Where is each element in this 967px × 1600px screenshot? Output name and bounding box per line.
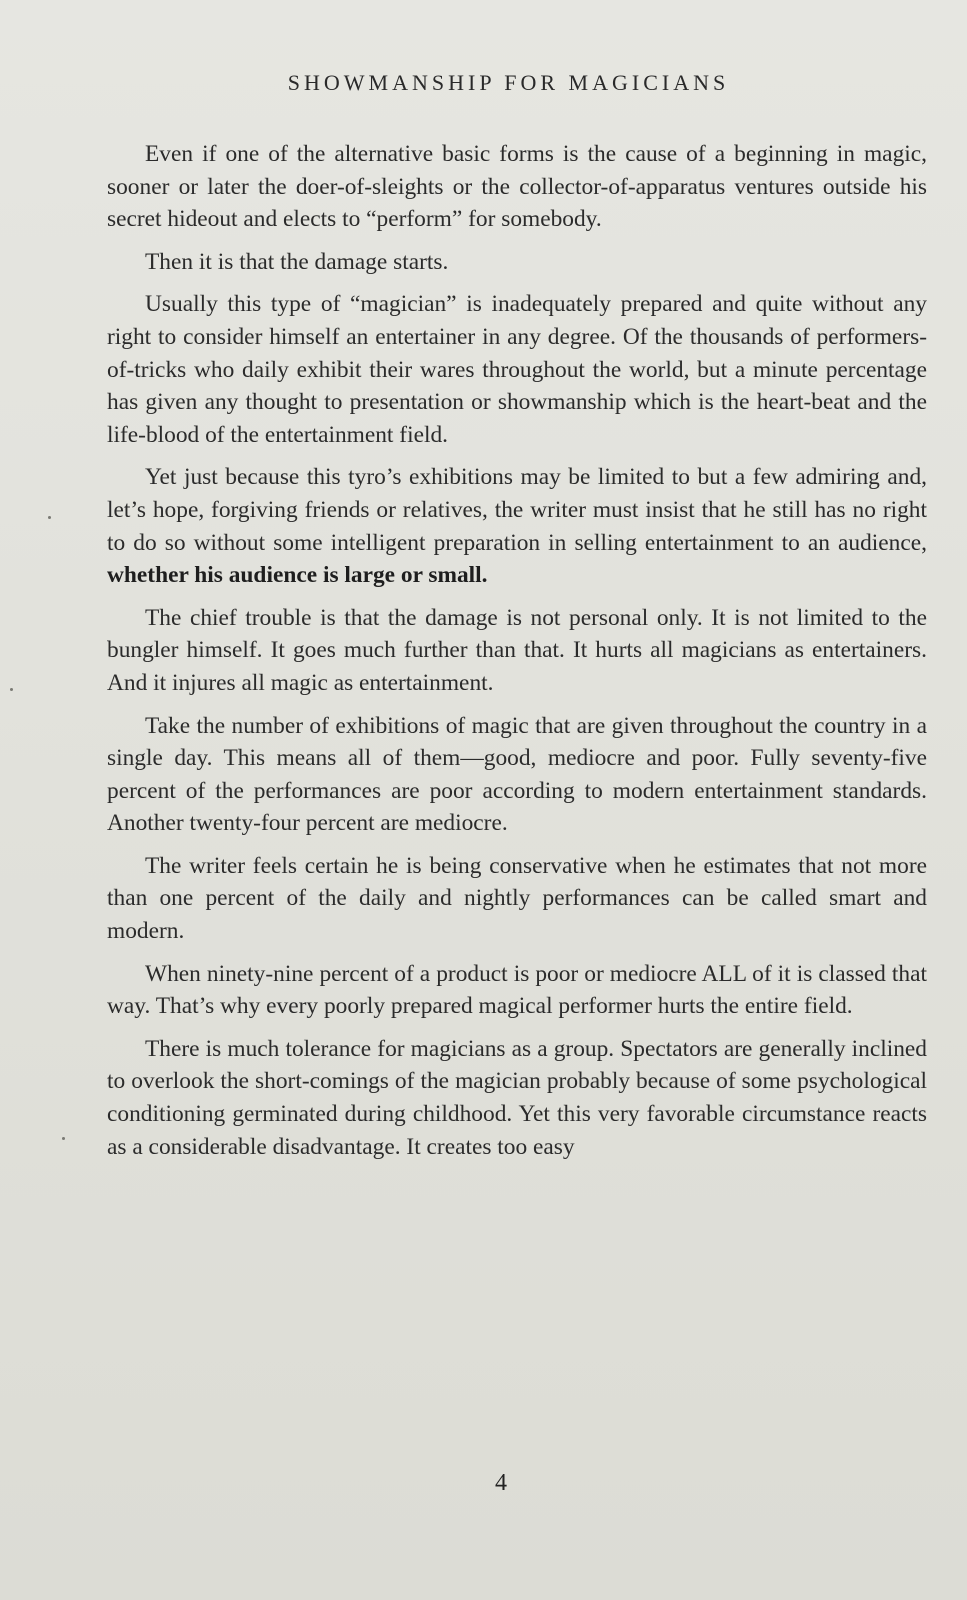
paper-speck	[48, 516, 51, 519]
paragraph-3: Usually this type of “magician” is inadequately prepared and quite without any right to consider himself an entertainer in any degree. Of the thousands of performers-of-tricks who daily exhibit their wares throughout the world, but a minute percentage has given any thought to presentation or showmanship which is the heart-beat and the life-blood of the entertainment field.	[107, 291, 927, 448]
body-text	[107, 138, 927, 1173]
paragraph-5: The chief trouble is that the damage is not personal only. It is not limited to the bungler himself. It goes much further than that. It hurts all magicians as entertainers. And it injures all magic as entertainment.	[107, 604, 927, 696]
paragraph-9: There is much tolerance for magicians as a group. Spectators are generally inclined to overlook the short-comings of the magician probably because of some psychological conditioning germinated during childhood. Yet this very favorable circumstance reacts as a considerable disadvantage. It creates too easy	[107, 1035, 927, 1160]
paragraph-4-text: Yet just because this tyro’s exhibitions may be limited to but a few admiring and, let’s hope, forgiving friends or relatives, the writer must insist that he still has no right to do so without some intelligent preparation in selling entertainment to an audience,	[107, 464, 927, 556]
paragraph-6: Take the number of exhibitions of magic that are given throughout the country in a single day. This means all of them—good, mediocre and poor. Fully seventy-five percent of the performances are poor according to modern entertainment standards. Another twenty-four percent are mediocre.	[107, 712, 927, 837]
paper-speck	[62, 1137, 65, 1140]
running-head: SHOWMANSHIP FOR MAGICIANS	[287, 70, 730, 95]
page-number: 4	[495, 1470, 507, 1496]
paragraph-7: The writer feels certain he is being conservative when he estimates that not more than one percent of the daily and nightly performances can be called smart and modern.	[107, 852, 927, 945]
paragraph-1: Even if one of the alternative basic forms is the cause of a beginning in magic, sooner or later the doer-of-sleights or the collector-of-apparatus ventures outside his secret hideout and elects to “perform” for somebody.	[107, 141, 927, 233]
paper-speck	[10, 688, 13, 691]
paragraph-4-emphasis: whether his audience is large or small.	[107, 562, 488, 589]
paragraph-2: Then it is that the damage starts.	[145, 248, 449, 275]
paragraph-8: When ninety-nine percent of a product is poor or mediocre ALL of it is classed that way. That’s why every poorly prepared magical performer hurts the entire field.	[107, 960, 927, 1020]
paragraph-4	[107, 461, 927, 591]
